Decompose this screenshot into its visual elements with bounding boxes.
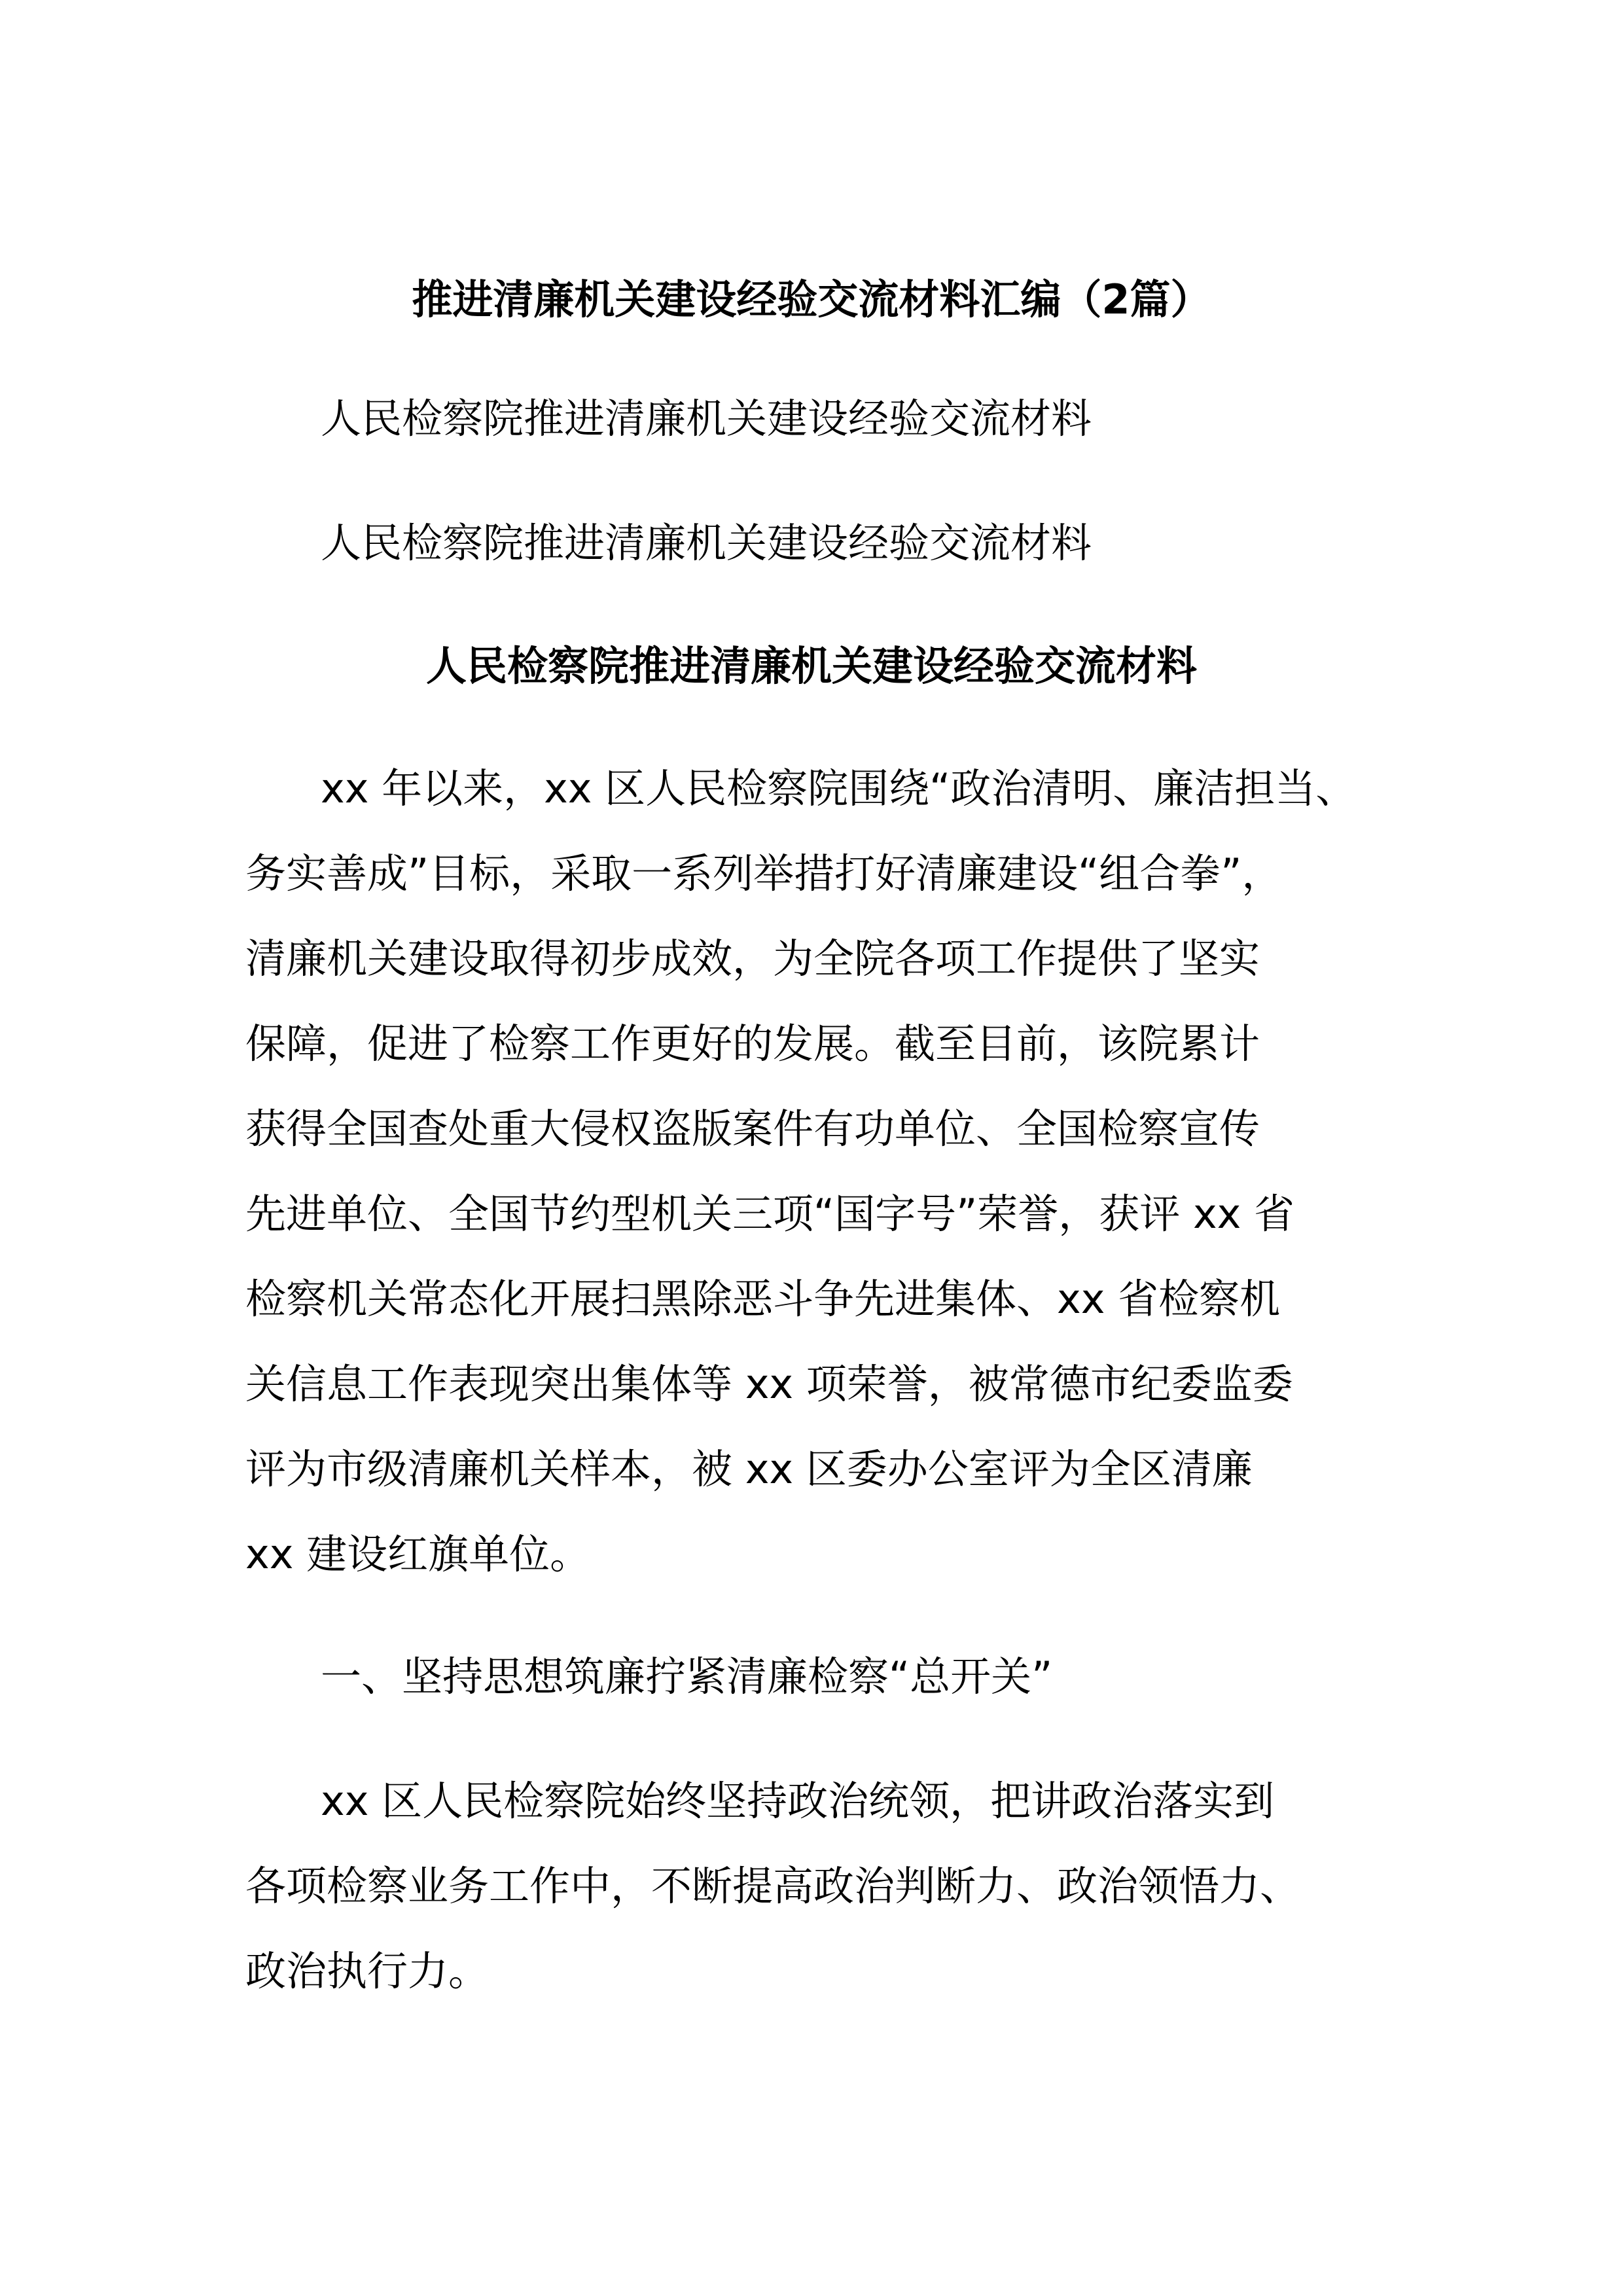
toc-entry-2: 人民检察院推进清廉机关建设经验交流材料 <box>321 519 1092 567</box>
paragraph1-line: xx 建设红旗单位。 <box>245 1530 591 1578</box>
paragraph1-line: 保障，促进了检察工作更好的发展。截至目前，该院累计 <box>245 1020 1260 1067</box>
paragraph2-line: 政治执行力。 <box>245 1947 490 1995</box>
paragraph1-line: 务实善成”目标，采取一系列举措打好清廉建设“组合拳”， <box>245 850 1283 897</box>
paragraph1-line: 检察机关常态化开展扫黑除恶斗争先进集体、xx 省检察机 <box>245 1275 1281 1323</box>
section-title: 人民检察院推进清廉机关建设经验交流材料 <box>425 642 1197 690</box>
paragraph1-line: 先进单位、全国节约型机关三项“国字号”荣誉，获评 xx 省 <box>245 1190 1295 1238</box>
paragraph2-line: 各项检察业务工作中，不断提高政治判断力、政治领悟力、 <box>245 1862 1301 1910</box>
paragraph1-line: 获得全国查处重大侵权盗版案件有功单位、全国检察宣传 <box>245 1105 1260 1153</box>
paragraph1-line: 评为市级清廉机关样本，被 xx 区委办公室评为全区清廉 <box>245 1445 1253 1493</box>
heading-1: 一、坚持思想筑廉拧紧清廉检察“总开关” <box>321 1653 1053 1700</box>
main-title: 推进清廉机关建设经验交流材料汇编（2篇） <box>412 276 1211 323</box>
toc-entry-1: 人民检察院推进清廉机关建设经验交流材料 <box>321 395 1092 442</box>
paragraph1-line: xx 年以来，xx 区人民检察院围绕“政治清明、廉洁担当、 <box>321 764 1357 812</box>
paragraph2-line: xx 区人民检察院始终坚持政治统领，把讲政治落实到 <box>321 1777 1275 1825</box>
paragraph1-line: 关信息工作表现突出集体等 xx 项荣誉，被常德市纪委监委 <box>245 1360 1293 1408</box>
paragraph1-line: 清廉机关建设取得初步成效，为全院各项工作提供了坚实 <box>245 935 1260 982</box>
